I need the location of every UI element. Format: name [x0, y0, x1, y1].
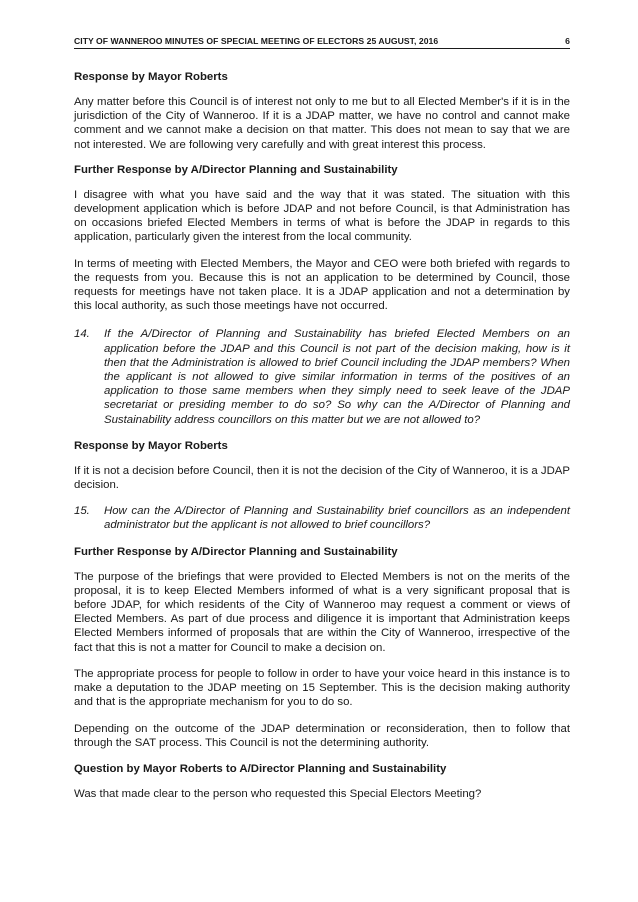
document-page: [74, 36, 570, 801]
question-number: 14.: [74, 328, 90, 341]
page-header: [74, 36, 570, 49]
question-text: If the A/Director of Planning and Sustainability has briefed Elected Members on an application before the JDAP and this Council is not part of the decision making, how is it then that the Administration is allowed to brief Council including the JDAP members? When the applicant is not allowed to give similar information in terms of the positives of an application to those same members when they simply need to seek leave of the JDAP secretariat or presiding member to do so? So why can the A/Director of Planning and Sustainability address councillors on this matter but we are not allowed to?: [104, 328, 570, 426]
question-number: 15.: [74, 505, 90, 518]
paragraph-mayor-response-2: If it is not a decision before Council, then it is not the decision of the City of Wanneroo, it is a JDAP decision.: [74, 464, 570, 492]
section-heading-mayor-response-2: Response by Mayor Roberts: [74, 439, 228, 452]
question-15: [74, 504, 570, 532]
paragraph-director-response-1b: In terms of meeting with Elected Members, the Mayor and CEO were both briefed with regards to the requests from you. Because this is not an application to be determined by Council, those requests for meetings have not taken place. It is a JDAP application and not a determination by this local authority, as such those meetings have not occurred.: [74, 257, 570, 313]
section-heading-director-response-1: Further Response by A/Director Planning and Sustainability: [74, 163, 398, 176]
paragraph-director-response-2b: The appropriate process for people to follow in order to have your voice heard in this instance is to make a deputation to the JDAP meeting on 15 September. This is the decision making authority and that is the appropriate mechanism for you to do so.: [74, 667, 570, 709]
paragraph-mayor-question: Was that made clear to the person who requested this Special Electors Meeting?: [74, 787, 482, 800]
section-heading-mayor-question: Question by Mayor Roberts to A/Director Planning and Sustainability: [74, 762, 447, 775]
paragraph-director-response-2c: Depending on the outcome of the JDAP determination or reconsideration, then to follow that through the SAT process. This Council is not the determining authority.: [74, 722, 570, 749]
section-heading-mayor-response-1: Response by Mayor Roberts: [74, 71, 228, 83]
question-14: [74, 327, 570, 426]
paragraph-director-response-1a: I disagree with what you have said and the way that it was stated. The situation with this development application which is before JDAP and not before Council, is that Administration has on occasions briefed Elected Members in terms of what is before the JDAP in regards to this application, particularly given the interest from the local community.: [74, 188, 570, 244]
section-heading-director-response-2: Further Response by A/Director Planning and Sustainability: [74, 545, 398, 558]
paragraph-mayor-response-1: Any matter before this Council is of interest not only to me but to all Elected Member's if it is in the jurisdiction of the City of Wanneroo. If it is a JDAP matter, we have no control and cannot make comment and we cannot make a decision on that matter. This does not mean to say that we are not interested. We are following very carefully and with great interest this process.: [74, 96, 570, 151]
question-text: How can the A/Director of Planning and Sustainability brief councillors as an independent administrator but the applicant is not allowed to brief councillors?: [104, 505, 570, 532]
paragraph-director-response-2a: The purpose of the briefings that were provided to Elected Members is not on the merits of the proposal, it is to keep Elected Members informed of what is a very significant proposal that is before JDAP, for which residents of the City of Wanneroo may request a comment or views of Elected Members. As part of due process and diligence it is important that Administration keeps Elected Members informed of proposals that are within the City of Wanneroo, irrespective of the fact that this is not a matter for Council to make a decision on.: [74, 570, 570, 654]
header-title: CITY OF WANNEROO MINUTES OF SPECIAL MEETING OF ELECTORS 25 AUGUST, 2016: [74, 36, 439, 46]
page-number: 6: [565, 36, 570, 46]
